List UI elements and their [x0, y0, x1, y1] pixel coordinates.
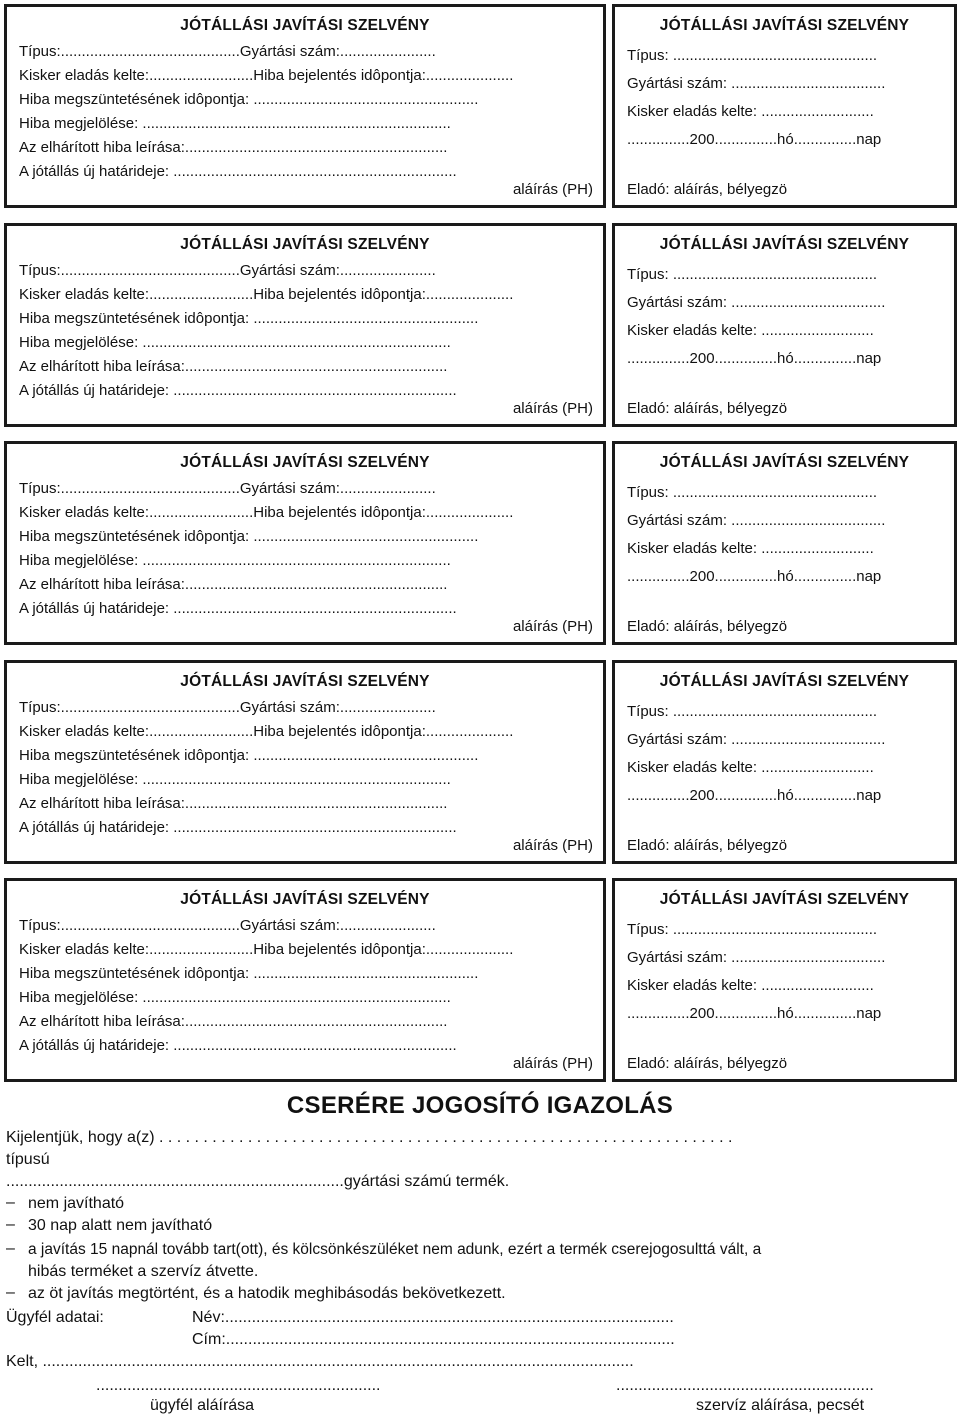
repair-coupon-right: [612, 4, 957, 208]
coupon-title: JÓTÁLLÁSI JAVÍTÁSI SZELVÉNY: [180, 236, 430, 253]
coupon-row: [4, 223, 956, 433]
coupon-field-line: A jótállás új határideje: ....................................................................: [19, 163, 457, 180]
coupon-field-line: ...............200...............hó...............nap: [627, 787, 882, 804]
client-signature-label: ügyfél aláírása: [150, 1397, 255, 1414]
coupon-field-line: Gyártási szám: .....................................: [627, 731, 886, 748]
coupon-signature: aláírás (PH): [512, 181, 593, 198]
coupon-title: JÓTÁLLÁSI JAVÍTÁSI SZELVÉNY: [180, 454, 430, 471]
repair-coupon-right: [612, 441, 957, 645]
repair-coupon-left: [4, 660, 606, 864]
coupon-signature: aláírás (PH): [512, 618, 593, 635]
reason-dash: –: [6, 1194, 15, 1211]
coupon-field-line: Típus:...........................................Gyártási szám:.......................: [19, 917, 436, 934]
coupon-row: [4, 660, 956, 870]
coupon-field-line: Kisker eladás kelte: ...........................: [627, 103, 874, 120]
coupon-field-line: Kisker eladás kelte:.........................Hiba bejelentés idôpontja:.....................: [19, 723, 514, 740]
reason-dash: –: [6, 1240, 15, 1257]
seller-signature: Eladó: aláírás, bélyegzö: [627, 618, 788, 635]
coupon-signature: aláírás (PH): [512, 1055, 593, 1072]
coupon-field-line: A jótállás új határideje: ....................................................................: [19, 1037, 457, 1054]
coupon-field-line: A jótállás új határideje: ....................................................................: [19, 382, 457, 399]
coupon-field-line: Kisker eladás kelte: ...........................: [627, 540, 874, 557]
service-signature-label: szervíz aláírása, pecsét: [696, 1397, 865, 1414]
reason-item: 30 nap alatt nem javítható: [28, 1217, 213, 1234]
reason-item: a javítás 15 napnál tovább tart(ott), és kölcsönkészüléket nem adunk, ezért a termék cserejogosulttá vált, a: [28, 1241, 762, 1258]
coupon-field-line: Kisker eladás kelte:.........................Hiba bejelentés idôpontja:.....................: [19, 286, 514, 303]
coupon-field-line: Gyártási szám: .....................................: [627, 512, 886, 529]
coupon-field-line: Hiba megjelölése: ..........................................................................: [19, 989, 451, 1006]
coupon-field-line: Az elhárított hiba leírása:...............................................................: [19, 1013, 448, 1030]
coupon-row: [4, 441, 956, 651]
coupon-field-line: Kisker eladás kelte: ...........................: [627, 977, 874, 994]
coupon-field-line: Hiba megjelölése: ..........................................................................: [19, 552, 451, 569]
coupon-field-line: ...............200...............hó...............nap: [627, 1005, 882, 1022]
coupon-field-line: Típus: .................................................: [627, 703, 878, 720]
coupon-field-line: Hiba megszüntetésének idôpontja: ......................................................: [19, 91, 479, 108]
coupon-title: JÓTÁLLÁSI JAVÍTÁSI SZELVÉNY: [659, 891, 910, 908]
coupon-field-line: Hiba megjelölése: ..........................................................................: [19, 771, 451, 788]
coupon-title: JÓTÁLLÁSI JAVÍTÁSI SZELVÉNY: [659, 454, 910, 471]
service-signature-line: ..........................................................: [616, 1377, 874, 1394]
coupon-field-line: Gyártási szám: .....................................: [627, 949, 886, 966]
coupon-title: JÓTÁLLÁSI JAVÍTÁSI SZELVÉNY: [180, 17, 430, 34]
coupon-field-line: Gyártási szám: .....................................: [627, 75, 886, 92]
coupon-signature: aláírás (PH): [512, 400, 593, 417]
coupon-row: [4, 4, 956, 214]
repair-coupon-left: [4, 441, 606, 645]
coupon-field-line: Hiba megjelölése: ..........................................................................: [19, 334, 451, 351]
seller-signature: Eladó: aláírás, bélyegzö: [627, 181, 788, 198]
coupon-field-line: ...............200...............hó...............nap: [627, 131, 882, 148]
coupon-title: JÓTÁLLÁSI JAVÍTÁSI SZELVÉNY: [180, 891, 430, 908]
coupon-field-line: A jótállás új határideje: ....................................................................: [19, 600, 457, 617]
date-field: Kelt, .....................................................................................................................................: [6, 1353, 634, 1370]
repair-coupon-left: [4, 223, 606, 427]
repair-coupon-right: [612, 223, 957, 427]
serial-line: ............................................................................gyártási számú termék.: [6, 1173, 510, 1190]
coupon-field-line: Az elhárított hiba leírása:...............................................................: [19, 795, 448, 812]
coupon-field-line: Az elhárított hiba leírása:...............................................................: [19, 576, 448, 593]
client-address-field: Cím:.....................................................................................................: [192, 1331, 675, 1348]
coupon-title: JÓTÁLLÁSI JAVÍTÁSI SZELVÉNY: [659, 673, 910, 690]
repair-coupon-left: [4, 4, 606, 208]
repair-coupon-left: [4, 878, 606, 1082]
coupon-field-line: Típus:...........................................Gyártási szám:.......................: [19, 480, 436, 497]
coupon-field-line: Hiba megszüntetésének idôpontja: ......................................................: [19, 965, 479, 982]
coupon-signature: aláírás (PH): [512, 837, 593, 854]
coupon-field-line: Hiba megjelölése: ..........................................................................: [19, 115, 451, 132]
coupon-title: JÓTÁLLÁSI JAVÍTÁSI SZELVÉNY: [659, 236, 910, 253]
coupon-field-line: Típus:...........................................Gyártási szám:.......................: [19, 699, 436, 716]
reason-item: nem javítható: [28, 1195, 125, 1212]
coupon-field-line: Kisker eladás kelte: ...........................: [627, 759, 874, 776]
seller-signature: Eladó: aláírás, bélyegzö: [627, 400, 788, 417]
type-line: típusú: [6, 1151, 50, 1168]
declare-line: Kijelentjük, hogy a(z) . . . . . . . . . . . . . . . . . . . . . . . . . . . . . . . . . . . . . . . . . . . . . . . . . . . . . . . . . . . . . . . . .: [6, 1129, 733, 1146]
client-name-field: Név:.....................................................................................................: [192, 1309, 674, 1326]
coupon-field-line: ...............200...............hó...............nap: [627, 568, 882, 585]
coupon-field-line: Típus: .................................................: [627, 484, 878, 501]
coupon-field-line: Típus:...........................................Gyártási szám:.......................: [19, 43, 436, 60]
coupon-field-line: ...............200...............hó...............nap: [627, 350, 882, 367]
coupon-field-line: A jótállás új határideje: ....................................................................: [19, 819, 457, 836]
coupon-field-line: Az elhárított hiba leírása:...............................................................: [19, 139, 448, 156]
coupon-field-line: Gyártási szám: .....................................: [627, 294, 886, 311]
coupon-row: [4, 878, 956, 1088]
exchange-title: CSERÉRE JOGOSÍTÓ IGAZOLÁS: [286, 1092, 674, 1119]
coupon-title: JÓTÁLLÁSI JAVÍTÁSI SZELVÉNY: [180, 673, 430, 690]
reason-dash: –: [6, 1284, 15, 1301]
coupon-field-line: Típus: .................................................: [627, 47, 878, 64]
coupon-field-line: Típus: .................................................: [627, 921, 878, 938]
coupon-field-line: Típus:...........................................Gyártási szám:.......................: [19, 262, 436, 279]
reason-item: az öt javítás megtörtént, és a hatodik meghibásodás bekövetkezett.: [28, 1285, 506, 1302]
coupon-title: JÓTÁLLÁSI JAVÍTÁSI SZELVÉNY: [659, 17, 910, 34]
client-signature-line: ................................................................: [96, 1377, 381, 1394]
repair-coupon-right: [612, 878, 957, 1082]
coupon-field-line: Típus: .................................................: [627, 266, 878, 283]
reason-dash: –: [6, 1216, 15, 1233]
seller-signature: Eladó: aláírás, bélyegzö: [627, 837, 788, 854]
repair-coupon-right: [612, 660, 957, 864]
reason-item-continuation: hibás terméket a szervíz átvette.: [28, 1263, 259, 1280]
coupon-field-line: Hiba megszüntetésének idôpontja: ......................................................: [19, 310, 479, 327]
coupon-field-line: Kisker eladás kelte: ...........................: [627, 322, 874, 339]
client-label: Ügyfél adatai:: [6, 1309, 104, 1326]
coupon-field-line: Kisker eladás kelte:.........................Hiba bejelentés idôpontja:.....................: [19, 504, 514, 521]
coupon-field-line: Hiba megszüntetésének idôpontja: ......................................................: [19, 747, 479, 764]
coupon-field-line: Az elhárított hiba leírása:...............................................................: [19, 358, 448, 375]
seller-signature: Eladó: aláírás, bélyegzö: [627, 1055, 788, 1072]
coupon-field-line: Kisker eladás kelte:.........................Hiba bejelentés idôpontja:.....................: [19, 67, 514, 84]
coupon-field-line: Hiba megszüntetésének idôpontja: ......................................................: [19, 528, 479, 545]
coupon-field-line: Kisker eladás kelte:.........................Hiba bejelentés idôpontja:.....................: [19, 941, 514, 958]
